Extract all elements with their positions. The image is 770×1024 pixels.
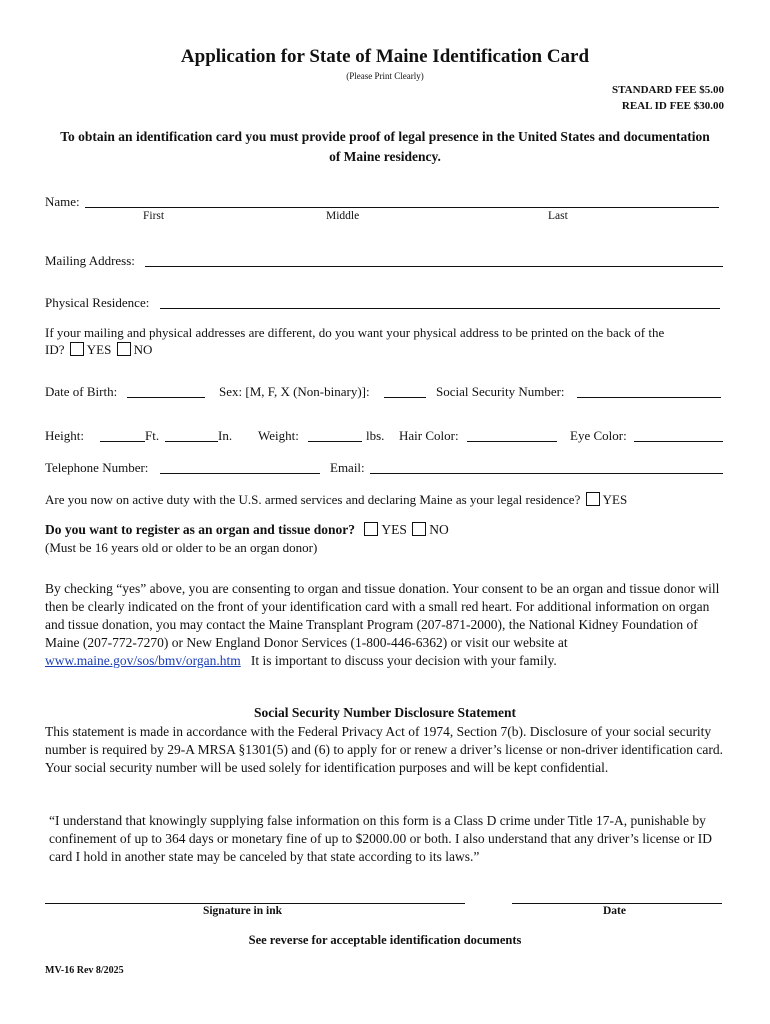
organ-donor-no-label: NO — [429, 522, 449, 537]
dob-field[interactable] — [127, 397, 205, 398]
middle-name-caption: Middle — [326, 210, 360, 222]
ssn-disclosure-body: This statement is made in accordance with the Federal Privacy Act of 1974, Section 7(b). Disclosure of your social security number is required by 29-A MRSA §1301(5) and (6) to apply for or renew a driver’s license or non-driver identification card. Your social security number will be used solely for identification purposes and will be kept confidential. — [45, 724, 723, 775]
active-duty-yes-label: YES — [602, 492, 628, 507]
signature-label: Signature in ink — [202, 905, 283, 917]
telephone-field[interactable] — [160, 473, 320, 474]
organ-consent-text: By checking “yes” above, you are consenting to organ and tissue donation. Your consent to be an organ and tissue donor will then be clearly indicated on the front of your identification card with a small red heart. For additional information on organ and tissue donation, you may contact the Maine Transplant Program (207-871-2000), the National Kidney Foundation of Maine (207-772-7270) or New England Donor Services (1-800-446-6362) or visit our website at — [45, 581, 720, 650]
ssn-label: Social Security Number: — [436, 384, 565, 399]
date-field[interactable] — [512, 903, 722, 904]
active-duty-question: Are you now on active duty with the U.S. armed services and declaring Maine as your legal residence? — [45, 492, 581, 507]
organ-donor-age-note: (Must be 16 years old or older to be an organ donor) — [45, 540, 318, 555]
hair-color-field[interactable] — [467, 441, 557, 442]
height-label: Height: — [45, 428, 84, 443]
height-feet-field[interactable] — [100, 441, 145, 442]
real-id-fee: REAL ID FEE $30.00 — [621, 100, 724, 112]
name-field[interactable] — [85, 207, 719, 208]
last-name-caption: Last — [548, 210, 568, 222]
print-address-no-checkbox[interactable] — [117, 342, 131, 356]
height-inches-field[interactable] — [165, 441, 218, 442]
organ-donor-yes-label: YES — [381, 522, 407, 537]
weight-label: Weight: — [258, 428, 299, 443]
dob-label: Date of Birth: — [45, 384, 118, 399]
weight-unit: lbs. — [366, 428, 385, 443]
print-address-yes-label: YES — [86, 342, 112, 357]
organ-consent-paragraph — [45, 580, 725, 670]
eye-color-field[interactable] — [634, 441, 723, 442]
physical-residence-label: Physical Residence: — [45, 295, 150, 310]
print-address-yes-checkbox[interactable] — [70, 342, 84, 356]
print-address-no-label: NO — [133, 342, 153, 357]
print-address-question: If your mailing and physical addresses are different, do you want your physical address to be printed on the back of the — [45, 325, 665, 340]
mailing-address-label: Mailing Address: — [45, 253, 135, 268]
print-address-options — [45, 342, 152, 358]
organ-donor-question: Do you want to register as an organ and tissue donor? — [45, 522, 356, 537]
organ-donor-yes-checkbox[interactable] — [364, 522, 378, 536]
page-subtitle: (Please Print Clearly) — [346, 71, 424, 81]
first-name-caption: First — [143, 210, 165, 222]
active-duty-row — [45, 492, 627, 508]
email-field[interactable] — [370, 473, 723, 474]
eye-color-label: Eye Color: — [570, 428, 627, 443]
organ-donor-row — [45, 522, 449, 538]
inches-unit: In. — [218, 428, 233, 443]
physical-residence-field[interactable] — [160, 308, 720, 309]
organ-info-link[interactable]: www.maine.gov/sos/bmv/organ.htm — [45, 653, 241, 668]
weight-field[interactable] — [308, 441, 362, 442]
date-label: Date — [603, 905, 626, 917]
mailing-address-field[interactable] — [145, 266, 723, 267]
page-title: Application for State of Maine Identification Card — [180, 46, 590, 67]
see-reverse-note: See reverse for acceptable identification documents — [248, 933, 522, 947]
email-label: Email: — [330, 460, 365, 475]
active-duty-yes-checkbox[interactable] — [586, 492, 600, 506]
intro-notice: To obtain an identification card you must provide proof of legal presence in the United States and documentation of Maine residency. — [60, 129, 710, 164]
print-address-question-end: ID? — [45, 342, 65, 357]
name-label: Name: — [45, 194, 80, 209]
attestation-statement: “I understand that knowingly supplying false information on this form is a Class D crime under Title 17-A, punishable by confinement of up to 364 days or monetary fine of up to $2000.00 or both. I also understand that any driver’s license or ID card I hold in another state may be canceled by that state according to its laws.” — [49, 813, 712, 864]
organ-consent-closing: It is important to discuss your decision with your family. — [250, 653, 557, 668]
hair-color-label: Hair Color: — [399, 428, 459, 443]
feet-unit: Ft. — [145, 428, 160, 443]
sex-label: Sex: [M, F, X (Non-binary)]: — [219, 384, 370, 399]
standard-fee: STANDARD FEE $5.00 — [612, 84, 724, 96]
organ-donor-no-checkbox[interactable] — [412, 522, 426, 536]
sex-field[interactable] — [384, 397, 426, 398]
ssn-disclosure-heading: Social Security Number Disclosure Statement — [254, 705, 516, 720]
telephone-label: Telephone Number: — [45, 460, 149, 475]
form-id: MV-16 Rev 8/2025 — [45, 965, 124, 976]
signature-field[interactable] — [45, 903, 465, 904]
ssn-field[interactable] — [577, 397, 721, 398]
